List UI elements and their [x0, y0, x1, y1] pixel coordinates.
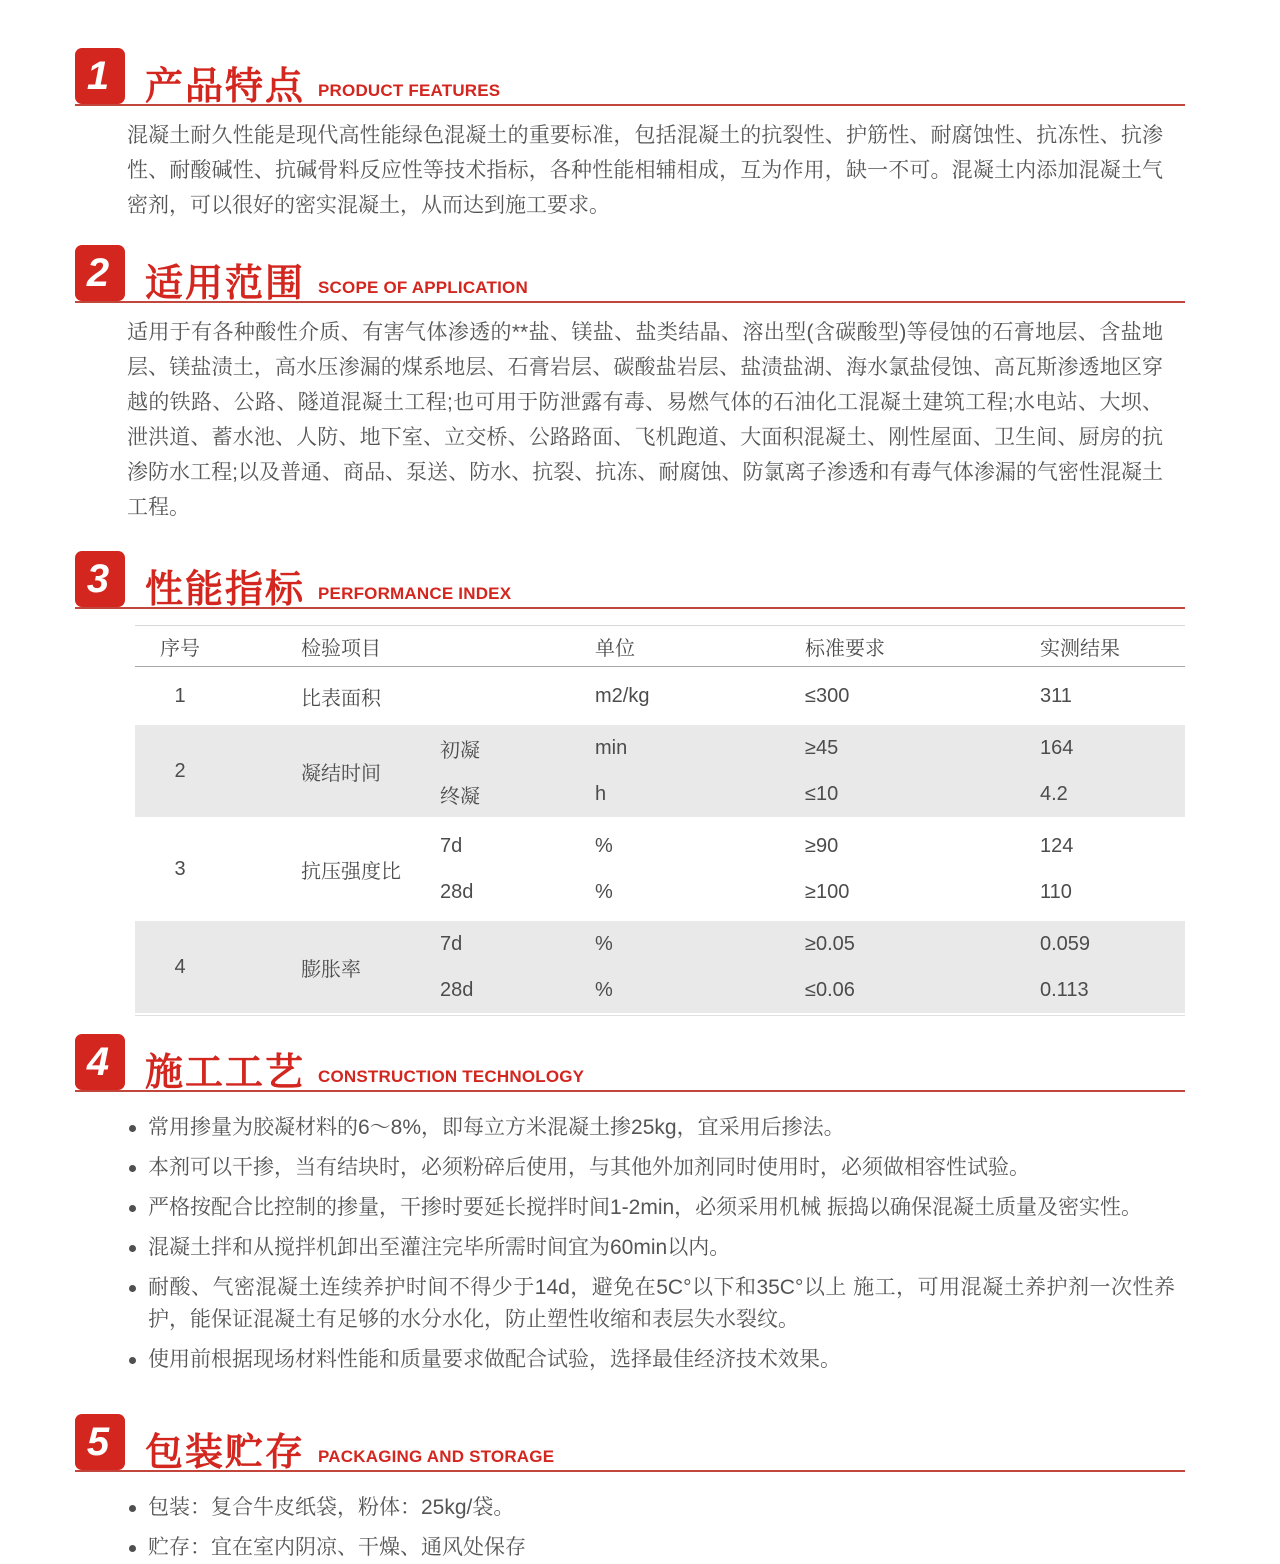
section-performance-index — [75, 553, 1185, 1016]
cell-no: 3 — [174, 857, 186, 880]
performance-table — [135, 625, 1185, 1016]
section-number: 1 — [86, 54, 110, 98]
cell-result: 311 — [1040, 684, 1072, 707]
bullet-item: 耐酸、气密混凝土连续养护时间不得少于14d，避免在5C°以下和35C°以上 施工，可用混凝土养护剂一次性养护，能保证混凝土有足够的水分水化，防止塑性收缩和表层失水裂纹。 — [127, 1272, 1175, 1336]
cell-sub: 28d — [440, 978, 474, 1001]
cell-unit: % — [595, 880, 613, 903]
bullet-item: 贮存：宜在室内阴凉、干燥、通风处保存 — [127, 1532, 1175, 1564]
bullet-item: 本剂可以干掺，当有结块时，必须粉碎后使用，与其他外加剂同时使用时，必须做相容性试验。 — [127, 1152, 1175, 1184]
cell-result: 0.059 — [1040, 932, 1091, 955]
table-row — [135, 823, 1185, 915]
header-cell-item: 检验项目 — [301, 637, 381, 660]
cell-item: 膨胀率 — [301, 958, 361, 981]
section-construction-technology — [75, 1036, 1185, 1376]
section-title-en: PRODUCT FEATURES — [318, 81, 501, 100]
section-title-zh: 施工工艺 — [145, 1052, 306, 1094]
section-3-header — [75, 553, 1185, 609]
table-row — [135, 921, 1185, 1013]
section-title-zh: 包装贮存 — [145, 1432, 306, 1474]
cell-result: 0.113 — [1040, 978, 1089, 1001]
table-row — [135, 725, 1185, 817]
section-number-badge — [75, 48, 125, 104]
section-title-zh: 适用范围 — [145, 263, 306, 305]
section-title-en: PACKAGING AND STORAGE — [318, 1447, 555, 1466]
table-header-row — [135, 625, 1185, 667]
cell-req: ≥45 — [805, 736, 839, 759]
bullet-item: 严格按配合比控制的掺量，干掺时要延长搅拌时间1-2min，必须采用机械 振捣以确保混凝土质量及密实性。 — [127, 1192, 1175, 1224]
cell-req: ≥100 — [805, 880, 850, 903]
cell-unit: % — [595, 932, 613, 955]
cell-unit: % — [595, 834, 613, 857]
header-cell-req: 标准要求 — [805, 637, 885, 660]
header-cell-unit: 单位 — [595, 637, 635, 660]
cell-item: 抗压强度比 — [301, 860, 401, 883]
cell-result: 124 — [1040, 834, 1074, 857]
section-1-header — [75, 50, 1185, 106]
table-bottom-rule — [135, 1015, 1185, 1016]
cell-sub: 初凝 — [440, 739, 480, 762]
cell-req: ≤10 — [805, 782, 839, 805]
cell-req: ≤300 — [805, 684, 850, 707]
cell-sub: 终凝 — [440, 785, 480, 808]
construction-bullet-list — [127, 1112, 1175, 1376]
section-scope-of-application — [75, 247, 1185, 525]
bullet-item: 使用前根据现场材料性能和质量要求做配合试验，选择最佳经济技术效果。 — [127, 1344, 1175, 1376]
cell-result: 164 — [1040, 736, 1074, 759]
header-cell-no: 序号 — [160, 637, 200, 660]
cell-unit: m2/kg — [595, 684, 650, 707]
section-5-header — [75, 1416, 1185, 1472]
bullet-item: 包装：复合牛皮纸袋，粉体：25kg/袋。 — [127, 1492, 1175, 1524]
section-paragraph: 适用于有各种酸性介质、有害气体渗透的**盐、镁盐、盐类结晶、溶出型(含碳酸型)等侵蚀的石膏地层、含盐地层、镁盐渍土，高水压渗漏的煤系地层、石膏岩层、碳酸盐岩层、盐渍盐湖、海水氯盐侵蚀、高瓦斯渗透地区穿越的铁路、公路、隧道混凝土工程;也可用于防泄露有毒、易燃气体的石油化工混凝土建筑工程;水电站、大坝、泄洪道、蓄水池、人防、地下室、立交桥、公路路面、飞机跑道、大面积混凝土、刚性屋面、卫生间、厨房的抗渗防水工程;以及普通、商品、泵送、防水、抗裂、抗冻、耐腐蚀、防氯离子渗透和有毒气体渗漏的气密性混凝土工程。 — [127, 321, 1163, 519]
section-number: 2 — [86, 251, 110, 295]
cell-unit: min — [595, 736, 628, 759]
header-cell-result: 实测结果 — [1040, 637, 1120, 660]
cell-item: 凝结时间 — [301, 762, 381, 785]
bullet-item: 常用掺量为胶凝材料的6～8%，即每立方米混凝土掺25kg，宜采用后掺法。 — [127, 1112, 1175, 1144]
section-number-badge — [75, 245, 125, 301]
cell-unit: % — [595, 978, 613, 1001]
packaging-bullet-list — [127, 1492, 1175, 1564]
cell-sub: 28d — [440, 880, 474, 903]
cell-no: 2 — [174, 759, 186, 782]
section-number: 4 — [86, 1040, 110, 1084]
cell-item: 比表面积 — [301, 687, 381, 710]
cell-req: ≥0.05 — [805, 932, 855, 955]
cell-sub: 7d — [440, 834, 463, 857]
section-packaging-storage — [75, 1416, 1185, 1564]
section-title-zh: 性能指标 — [145, 569, 306, 611]
section-number-badge — [75, 1414, 125, 1470]
bullet-item: 混凝土拌和从搅拌机卸出至灌注完毕所需时间宜为60min以内。 — [127, 1232, 1175, 1264]
cell-req: ≥90 — [805, 834, 839, 857]
section-title-en: SCOPE OF APPLICATION — [318, 278, 528, 297]
section-product-features — [75, 50, 1185, 223]
section-number: 5 — [86, 1420, 110, 1464]
section-paragraph: 混凝土耐久性能是现代高性能绿色混凝土的重要标准，包括混凝土的抗裂性、护筋性、耐腐蚀性、抗冻性、抗渗性、耐酸碱性、抗碱骨料反应性等技术指标，各种性能相辅相成，互为作用，缺一不可。混凝土内添加混凝土气密剂，可以很好的密实混凝土，从而达到施工要求。 — [127, 124, 1163, 217]
cell-req: ≤0.06 — [805, 978, 855, 1001]
section-4-header — [75, 1036, 1185, 1092]
section-number-badge — [75, 551, 125, 607]
section-number-badge — [75, 1034, 125, 1090]
table-row — [135, 673, 1185, 719]
cell-no: 1 — [174, 684, 186, 707]
cell-result: 4.2 — [1040, 782, 1068, 805]
cell-sub: 7d — [440, 932, 463, 955]
cell-no: 4 — [174, 955, 186, 978]
cell-unit: h — [595, 782, 607, 805]
section-2-header — [75, 247, 1185, 303]
section-title-en: CONSTRUCTION TECHNOLOGY — [318, 1067, 585, 1086]
section-number: 3 — [86, 557, 110, 601]
section-title-en: PERFORMANCE INDEX — [318, 584, 512, 603]
section-title-zh: 产品特点 — [145, 66, 306, 108]
cell-result: 110 — [1040, 880, 1072, 903]
